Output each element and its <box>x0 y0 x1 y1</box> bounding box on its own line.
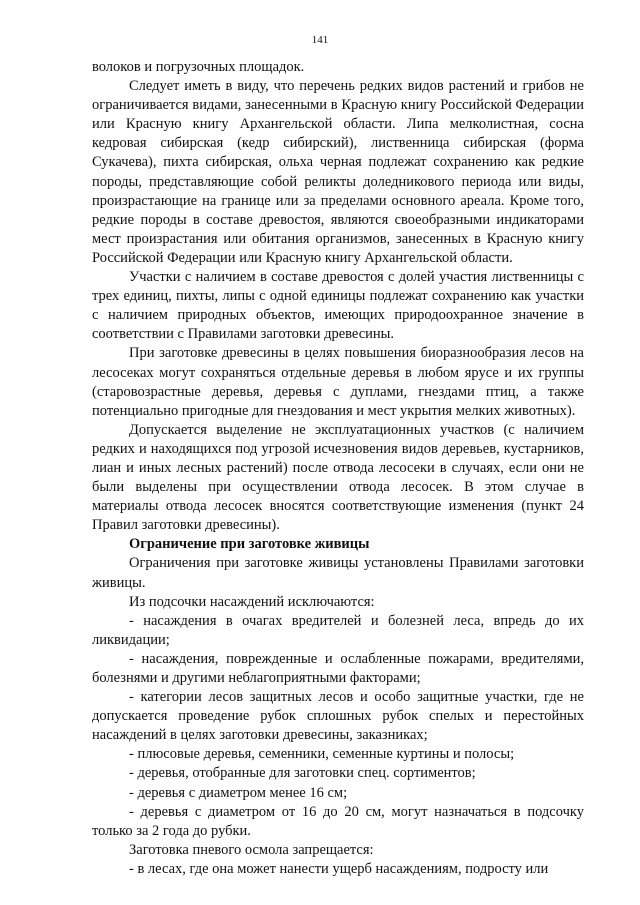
document-body <box>92 58 584 879</box>
paragraph-continuation: волоков и погрузочных площадок. <box>92 59 305 75</box>
list-item: - деревья с диаметром от 16 до 20 см, могут назначаться в подсочку только за 2 года до рубки. <box>92 803 584 839</box>
list-item: - в лесах, где она может нанести ущерб насаждениям, подросту или <box>129 860 549 877</box>
paragraph-tapping-exclusions: Из подсочки насаждений исключаются: <box>129 593 375 610</box>
section-heading-resin: Ограничение при заготовке живицы <box>129 536 370 553</box>
paragraph-non-exploitation: Допускается выделение не эксплуатационных участков (с наличием редких и находящихся под угрозой исчезновения видов деревьев, кустарников, лиан и иных лесных растений) после отвода лесосеки в случаях, если они не были выделены при осуществлении отвода лесосек. В этом случае в материалы отвода лесосек вносятся соответствующие изменения (пункт 24 Правил заготовки древесины). <box>92 421 584 534</box>
paragraph-biodiversity: При заготовке древесины в целях повышения биоразнообразия лесов на лесосеках могут сохраняться отдельные деревья в любом ярусе и их группы (старовозрастные деревья, деревья с дуплами, гнездами птиц, а также потенциально пригодные для гнездования и мест укрытия мелких животных). <box>92 345 584 419</box>
list-item: - категории лесов защитных лесов и особо защитные участки, где не допускается проведение рубок сплошных рубок спелых и перестойных насаждений в целях заготовки древесины, заказниках; <box>92 689 584 744</box>
list-item: - деревья, отобранные для заготовки спец. сортиментов; <box>129 765 476 782</box>
paragraph-resin-rules: Ограничения при заготовке живицы установлены Правилами заготовки живицы. <box>92 555 584 591</box>
list-item: - плюсовые деревья, семенники, семенные куртины и полосы; <box>129 746 515 763</box>
list-item: - насаждения в очагах вредителей и болезней леса, впредь до их ликвидации; <box>92 612 584 648</box>
list-item: - насаждения, поврежденные и ослабленные пожарами, вредителями, болезнями и другими неблагоприятными факторами; <box>92 650 584 686</box>
paragraph-rare-species: Следует иметь в виду, что перечень редких видов растений и грибов не ограничивается видами, занесенными в Красную книгу Российской Федерации или Красную книгу Архангельской области. Липа мелколистная, сосна кедровая сибирская (кедр сибирский), лиственница сибирская (форма Сукачева), пихта сибирская, ольха черная подлежат сохранению как редкие породы, представляющие собой реликты доледникового периода или виды, произрастающие на границе или за пределами основного ареала. Кроме того, редкие породы в составе древостоя, являются своеобразными индикаторами мест произрастания или обитания организмов, занесенных в Красную книгу Российской Федерации или Красную книгу Архангельской области. <box>92 78 584 266</box>
paragraph-protected-plots: Участки с наличием в составе древостоя с долей участия лиственницы с трех единиц, пихты, липы с одной единицы подлежат сохранению как участки с наличием природных объектов, имеющих природоохранное значение в соответствии с Правилами заготовки древесины. <box>92 269 584 343</box>
paragraph-stump-resin: Заготовка пневого осмола запрещается: <box>129 841 374 858</box>
page-number: 141 <box>311 34 329 46</box>
list-item: - деревья с диаметром менее 16 см; <box>129 784 348 801</box>
